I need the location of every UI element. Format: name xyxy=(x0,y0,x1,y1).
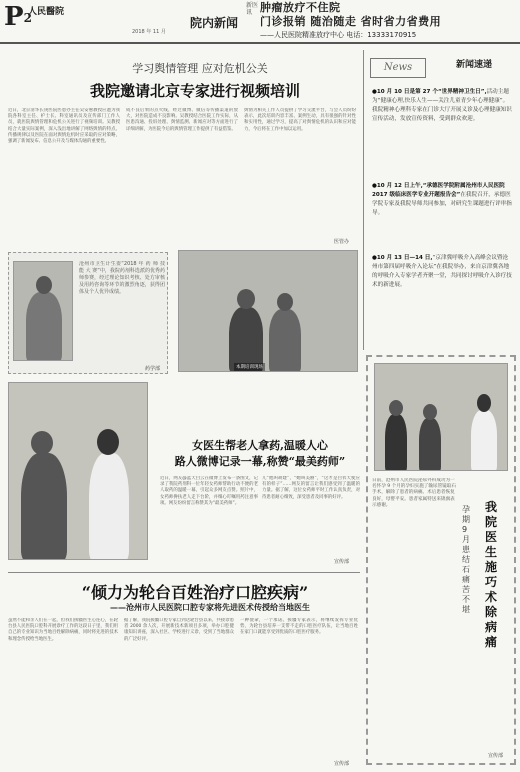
news-item-lead: ●10 月 13 日—14 日, xyxy=(372,255,433,261)
news-tag: News xyxy=(370,58,426,78)
ad-line-1: 肿瘤放疗不住院 xyxy=(260,1,341,14)
article-headline: 我院邀请北京专家进行视频培训 xyxy=(89,82,300,100)
award-byline: 药学部 xyxy=(145,366,161,372)
dental-headline: “倾力为轮台百姓治疗口腔疾病” xyxy=(81,583,309,602)
article-body-col2: 成不良后果的点火线，经过微博、微信等传播渠道的放大，对医院造成不良影响。吴教授结合医院工作实际，从医患沟通、投诉处理、舆情监测、新闻应对等方面进行了详细讲解，为医院今后的舆情管理工作提供了有益借鉴。 xyxy=(126,108,238,132)
dental-subheadline: ——沧州市人民医院口腔专家将先进医术传授给当地医生 xyxy=(110,603,310,612)
article-body-col1: 近日，北京清华长庚医院医患办主任吴安惠教授应邀为我院各科室主任、护士长、科室通讯员及宣传部门工作人员，就医院舆情管理和危机公关进行了视频培训。吴教授结合大量实际案例，深入浅出地讲解了网络舆情的特点、传播规律以及医院在面对舆情危机时应采取的应对策略，强调了新闻发布、信息公开及与媒体沟通的重要性。 xyxy=(8,108,120,145)
column-divider xyxy=(363,50,364,350)
news-section-title: 新闻速递 xyxy=(456,60,493,70)
news-item-lead: ●10 月 12 日上午,“承德医学院附属沧州市人民医院 2017 级临床医学专业开题报告会” xyxy=(372,183,505,198)
article-divider xyxy=(8,572,360,573)
issue-date: 2018 年 11 月 xyxy=(132,29,166,35)
ad-line-2: 门诊报销 随治随走 省时省力省费用 xyxy=(260,15,442,28)
news-item xyxy=(372,182,512,248)
news-item-text: 在我院召开，承德医学院专家及我院导师共同参加，对研究生课题进行评审指导。 xyxy=(372,192,512,216)
ad-line-3: ——人民医院精准放疗中心 电话：13333170915 xyxy=(260,31,417,39)
header-advertisement xyxy=(260,1,516,41)
award-notice-box xyxy=(8,252,168,374)
news-item xyxy=(372,88,512,172)
news-item xyxy=(372,254,512,346)
page-header xyxy=(0,0,520,44)
section-title: 院内新闻 xyxy=(190,16,239,30)
vertical-label: 新医讯 xyxy=(246,2,259,16)
dental-body-col3: 一种使命，一个承诺。援疆专家表示，将继续发挥专业优势，为轮台县培养一支带不走的口腔医疗队伍，让当地百姓在家门口就能享受到优质的口腔医疗服务。 xyxy=(240,618,358,636)
news-item-text: “京津冀呼吸介入高峰会议暨沧州市第四届呼吸介入论坛”在我院举办，来自京津冀各地的呼吸介入专家学者齐聚一堂，共同探讨呼吸介入诊疗技术的新进展。 xyxy=(372,255,512,288)
news-item-lead: ●10 月 10 日是第 27 个“世界精神卫生日”, xyxy=(372,89,487,95)
award-text: 沧州市卫生计生委“2018 年 药 师 技 能 大 赛”中，我院药剂科选派的优秀药师参赛，经过理论知识考核、处方审核及用药咨询等环节的激烈角逐，获得团体及个人优异成绩。 xyxy=(79,261,165,295)
pharmacist-headline xyxy=(160,438,360,470)
surgery-photo xyxy=(374,363,508,471)
pharmacist-body-col2: 儿“他叫胡建”，“她叫美丽”，“这才是白衣天使应有的样子”……网友的留言让我们感受到了温暖的力量。据了解，这位女药师平时工作认真负责，对待患者耐心细致，深受患者及同事的好评。 xyxy=(262,476,360,500)
award-photo xyxy=(13,261,73,361)
article-byline: 医管办 xyxy=(334,239,350,245)
page-number: P2 xyxy=(4,2,32,32)
brand-name: 人民醫院 xyxy=(28,7,65,17)
pharmacist-headline-line1: 女医生帮老人拿药,温暖人心 xyxy=(192,439,328,452)
pharmacist-body-col1: 近日，网友@蓝天白云在微博上发布一条图文，记录了我院药剂科一位年轻女药师帮助行动不便的老人取药的温暖一幕，引起众多网友点赞。照片中，女药师搀扶老人走下台阶，并细心叮嘱用药注意事项。网友纷纷留言称赞其为“最美药师”。 xyxy=(160,476,258,506)
news-item-text: 活动主题为“健康心理,快乐人生——关注儿童青少年心理健康”。我院精神心理科专家在门诊大厅开展义诊及心理健康知识宣传活动，发放宣传资料，受到群众欢迎。 xyxy=(372,89,512,122)
dental-body-col2: 据了解，我院援疆口腔专家自到达轮台县以来，共接诊患者 2000 余人次，开展新技术新项目多项，举办口腔健康知识讲座，深入社区、学校进行义诊，受到了当地群众的广泛好评。 xyxy=(124,618,234,642)
training-photo xyxy=(178,250,358,372)
pharmacist-photo xyxy=(8,382,148,560)
article-kicker: 学习舆情管理 应对危机公关 xyxy=(132,62,268,75)
feature-body: 日前，沧州市人民医院泌尿外科成功为一名怀孕 9 个月的孕妇实施了输尿管镜取石手术，解除了患者的病痛。术后患者恢复良好，母婴平安。患者家属特送来锦旗表示感谢。 xyxy=(372,478,456,508)
feature-byline: 宣传部 xyxy=(488,753,504,759)
feature-vertical-subheadline: 孕期 9 月患结石痛苦不堪 xyxy=(462,505,470,614)
dental-body-col1: 虽然不能和亲人们在一起，但我们援疆医生心连心，在轮台县人民医院口腔科开展诊疗工作的这段日子里，我们用自己的专业知识为当地百姓解除病痛，同时将先进的技术和理念传授给当地医生。 xyxy=(8,618,118,642)
training-photo-caption: 本期培训现场 xyxy=(236,365,263,370)
dental-byline: 宣传部 xyxy=(334,761,350,767)
article-body-col3: 舆情为相关工作人员提供了学习交流平台，与会人员纷纷表示，此次培训内容丰富、案例生动，具有很强的针对性和实用性，通过学习，提高了对舆情危机的认识和应对能力，今后将在工作中加以运用。 xyxy=(244,108,356,132)
feature-vertical-headline: 我院医生施巧术除病痛 xyxy=(485,500,498,649)
pharmacist-byline: 宣传部 xyxy=(334,559,350,565)
pharmacist-headline-line2: 路人微博记录一幕,称赞“最美药师” xyxy=(174,455,346,468)
